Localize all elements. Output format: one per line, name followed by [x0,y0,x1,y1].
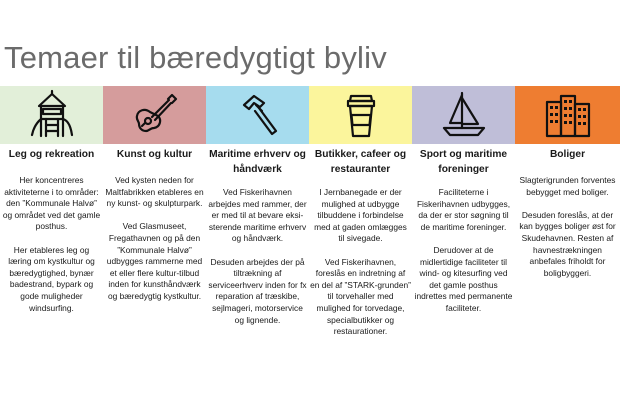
icon-band [412,86,515,144]
icon-band [309,86,412,144]
theme-paragraph: Faciliteterne i Fiskerihavnen udbygges, da der er stor søgning til de maritime foreninger. [416,187,511,232]
theme-paragraph: Ved Glasmuseet, Fregathavnen og på den ”Kommunale Halvø” udbygges rammerne med et eller flere kultur-tilbud inden for kunsthåndværk og bæredygtig kystkultur. [106,221,203,301]
page-title: Temaer til bæredygtigt byliv [4,40,387,75]
theme-paragraph: Ved Fiskerihavnen arbejdes med rammer, der er med til at bevare eksi-sterende maritime erhverv og håndværk. [208,187,307,244]
theme-paragraph: Ved Fiskerihavnen, foreslås en indretning af en del af ”STARK-grunden” til torvehaller med mulighed for torvedage, specialbutikker og restaurationer. [310,256,411,337]
theme-column-play [0,86,103,413]
theme-paragraph: Slagterigrunden forventes bebygget med boliger. [519,175,616,197]
icon-band [0,86,103,144]
theme-heading: Boliger [549,149,586,160]
guitar-icon [131,91,179,139]
icon-band [103,86,206,144]
theme-description [413,187,514,315]
theme-heading: Butikker, cafeer og restauranter [314,149,407,175]
theme-column-maritime-trade [206,86,309,413]
theme-heading: Maritime erhverv og håndværk [209,149,306,175]
coffee-cup-icon [339,91,383,139]
theme-paragraph: Ved kysten neden for Maltfabrikken etableres en ny kunst- og skulpturpark. [105,175,204,209]
theme-description [516,175,619,279]
theme-heading: Sport og maritime foreninger [419,149,508,175]
theme-heading: Kunst og kultur [116,149,193,160]
theme-columns [0,86,620,413]
theme-description [207,187,308,326]
icon-band [515,86,620,144]
theme-paragraph: I Jernbanegade er der mulighed at udbygge tilbuddene i forbindelse med at gaden omlægges til sivegade. [314,187,407,244]
theme-column-housing [515,86,620,413]
theme-paragraph: Desuden arbejdes der på tiltrækning af serviceerhverv inden for fx reparation af træskibe, sejlmageri, motorservice og lignende. [208,256,307,325]
theme-description [104,175,205,303]
theme-paragraph: Derudover at de midlertidige faciliteter til wind- og kitesurfing ved det gamle posthus indrettes med permanente faciliteter. [414,244,513,313]
theme-paragraph: Her koncentreres aktiviteterne i to områder: den ”Kommunale Halvø” og området ved det gamle posthus. [2,175,101,232]
theme-description [310,187,411,338]
theme-column-sport [412,86,515,413]
hammer-icon [234,91,282,139]
sailboat-icon [438,90,490,140]
icon-band [206,86,309,144]
playground-icon [26,89,78,141]
theme-paragraph: Desuden foreslås, at der kan bygges boliger øst for Skudehavnen. Resten af havnestrækningen anbefales friholdt for boligbyggeri. [519,209,616,278]
theme-paragraph: Her etableres leg og læring om kystkultur og bæredygtighed, bynær badestrand, bypark og gode muligheder windsurfing. [8,244,95,313]
theme-column-culture [103,86,206,413]
theme-heading: Leg og rekreation [8,149,95,160]
theme-description [1,175,102,314]
buildings-icon [543,92,593,138]
theme-column-shops [309,86,412,413]
